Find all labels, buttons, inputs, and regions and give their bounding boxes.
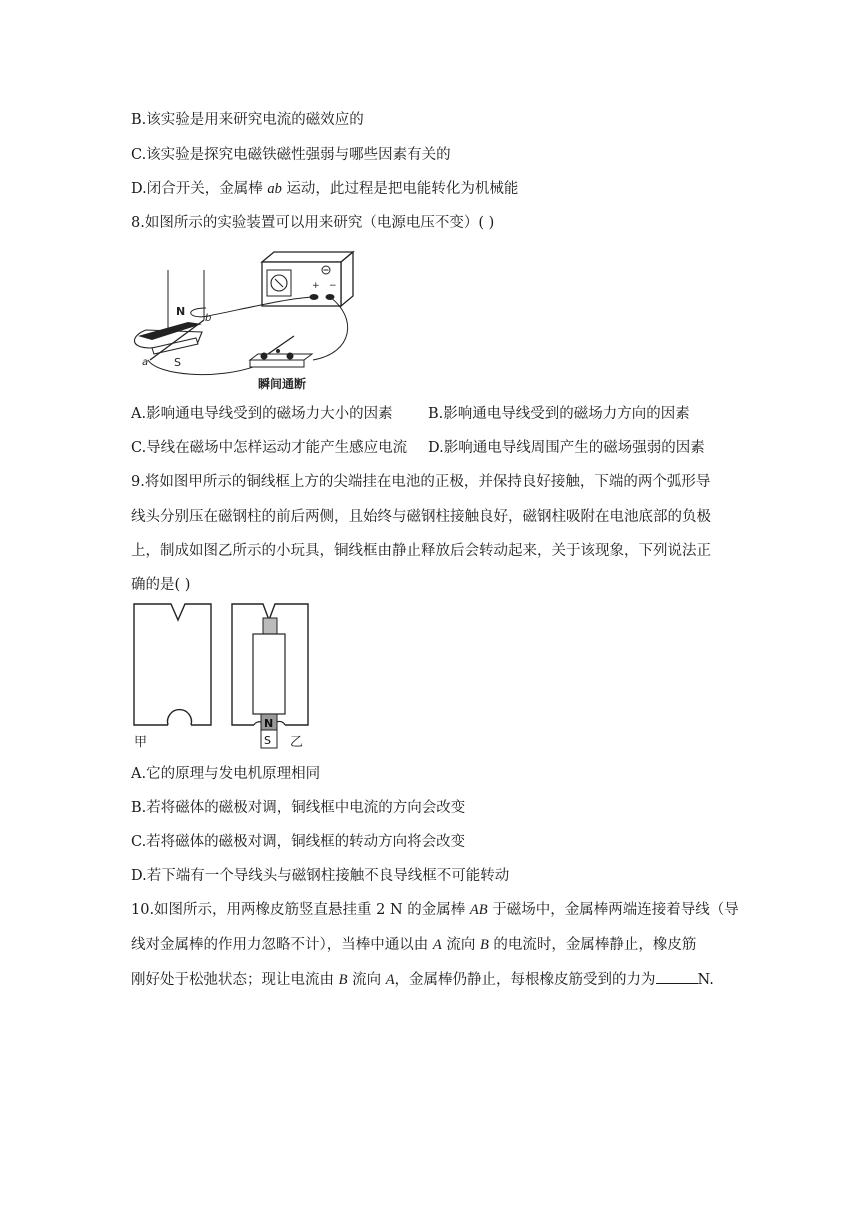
q8-option-d: D.影响通电导线周围产生的磁场强弱的因素	[428, 440, 705, 456]
q10-text-5: 的电流时，金属棒静止，橡皮筋	[488, 937, 697, 953]
q10-text-7: 流向	[347, 972, 386, 988]
q10-line-1	[131, 900, 739, 920]
q10-text-6: 刚好处于松弛状态；现让电流由	[131, 972, 339, 988]
q9-option-c: C.若将磁体的磁极对调，铜线框的转动方向将会改变	[131, 834, 466, 850]
q10-var-a2: A	[385, 972, 395, 988]
q7-option-c: C.该实验是探究电磁铁磁性强弱与哪些因素有关的	[131, 147, 451, 163]
magnet	[134, 270, 211, 369]
battery	[253, 634, 285, 714]
q10-var-b: B	[479, 937, 489, 953]
switch-label: 瞬间通断	[258, 377, 307, 391]
yi-label: 乙	[290, 735, 304, 750]
q10-var-ab: AB	[469, 902, 488, 918]
pos-label: +	[312, 281, 320, 291]
q10-unit: N.	[697, 972, 714, 988]
q9-stem-line-3: 上，制成如图乙所示的小玩具，铜线框由静止释放后会转动起来，关于该现象，下列说法正	[131, 543, 711, 559]
q10-text-2: 于磁场中，金属棒两端连接着导线（导	[487, 902, 739, 918]
q9-figure	[128, 600, 318, 755]
q7-option-d-var: ab	[267, 181, 282, 197]
s-pole-label-yi: S	[264, 734, 271, 747]
q10-line-2	[131, 935, 696, 955]
q8-option-c: C.导线在磁场中怎样运动才能产生感应电流	[131, 440, 408, 456]
q7-option-d-text: D.闭合开关，金属棒	[131, 181, 268, 197]
q9-stem-line-2: 线头分别压在磁钢柱的前后两侧，且始终与磁钢柱接触良好，磁钢柱吸附在电池底部的负极	[131, 509, 711, 525]
q10-text: 10.如图所示，用两橡皮筋竖直悬挂重 2 N 的金属棒	[131, 902, 470, 918]
q9-stem-line-4: 确的是( )	[131, 577, 191, 593]
q7-option-d	[131, 179, 518, 199]
q10-var-a: A	[432, 937, 442, 953]
s-pole-label: S	[174, 356, 181, 369]
q9-option-a: A.它的原理与发电机原理相同	[131, 766, 321, 782]
q10-text-3: 线对金属棒的作用力忽略不计），当棒中通以由	[131, 937, 433, 953]
q9-stem-line-1: 9.将如图甲所示的铜线框上方的尖端挂在电池的正极，并保持良好接触，下端的两个弧形导	[131, 474, 711, 490]
q9-option-d: D.若下端有一个导线头与磁钢柱接触不良导线框不可能转动	[131, 868, 510, 884]
toy-yi	[232, 604, 308, 750]
neg-label: −	[329, 281, 337, 291]
copper-frame-jia	[134, 604, 211, 750]
q8-stem: 8.如图所示的实验装置可以用来研究（电源电压不变）( )	[131, 215, 495, 231]
a-label: a	[142, 357, 149, 368]
q10-var-b2: B	[338, 972, 348, 988]
q7-option-d-text-2: 运动，此过程是把电能转化为机械能	[281, 181, 519, 197]
n-pole-label: N	[176, 305, 186, 318]
switch	[250, 336, 312, 391]
q8-figure	[128, 248, 358, 398]
q7-option-b: B.该实验是用来研究电流的磁效应的	[131, 112, 364, 128]
n-pole-label-yi: N	[264, 717, 274, 730]
q10-text-4: 流向	[441, 937, 480, 953]
q8-option-b: B.影响通电导线受到的磁场力方向的因素	[428, 406, 690, 422]
q9-option-b: B.若将磁体的磁极对调，铜线框中电流的方向会改变	[131, 800, 466, 816]
answer-blank[interactable]	[656, 969, 698, 984]
q10-text-8: ，金属棒仍静止，每根橡皮筋受到的力为	[394, 972, 656, 988]
q10-line-3	[131, 969, 714, 990]
q8-options-row-1	[131, 404, 690, 424]
q8-option-a: A.影响通电导线受到的磁场力大小的因素	[131, 406, 393, 422]
jia-label: 甲	[134, 735, 148, 750]
b-label: b	[205, 313, 212, 324]
q8-options-row-2	[131, 438, 705, 458]
battery-positive-cap	[263, 618, 277, 634]
